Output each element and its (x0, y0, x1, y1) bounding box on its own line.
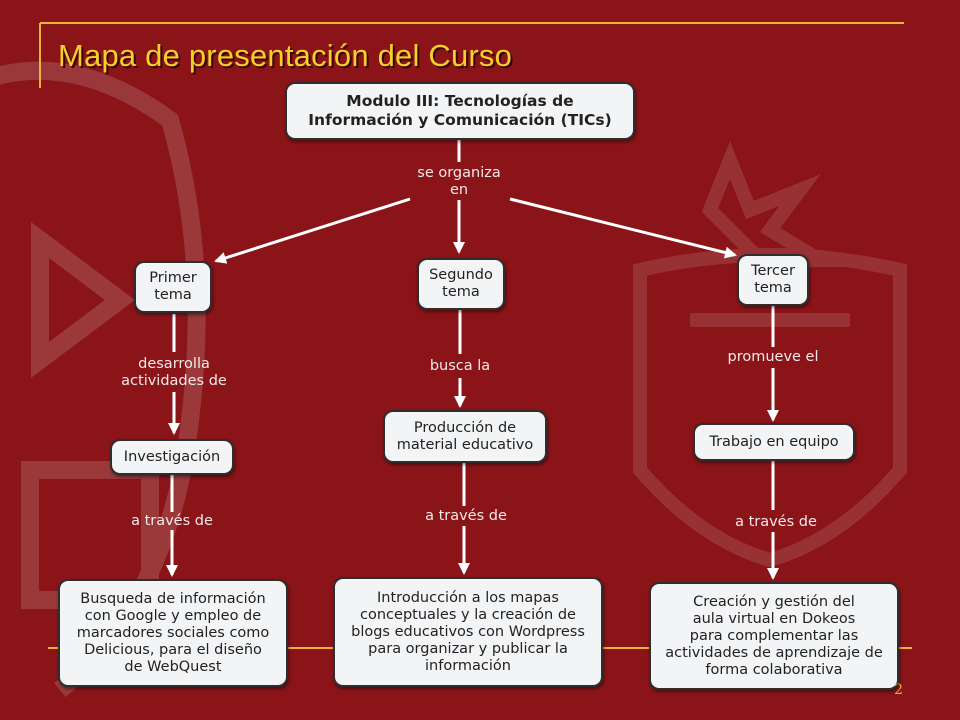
second-detail-link-label: a través de (425, 508, 507, 524)
first-theme-node: Primer tema (134, 261, 212, 313)
third-theme-link-label: promueve el (727, 349, 819, 365)
page-number: 2 (894, 682, 903, 698)
first-detail-node: Busqueda de información con Google y empleo de marcadores sociales como Delicious, para el diseño de WebQuest (58, 579, 288, 687)
first-theme-link-label: desarrolla actividades de (121, 356, 227, 389)
second-theme-node: Segundo tema (417, 258, 505, 310)
slide-title: Mapa de presentación del Curso (58, 38, 513, 73)
root-link-label: se organiza en (417, 165, 501, 198)
second-detail-node: Introducción a los mapas conceptuales y la creación de blogs educativos con Wordpress para organizar y publicar la información (333, 577, 603, 687)
first-detail-link-label: a través de (131, 513, 213, 529)
educational-material-node: Producción de material educativo (383, 410, 547, 463)
third-theme-node: Tercer tema (737, 254, 809, 306)
teamwork-node: Trabajo en equipo (693, 423, 855, 461)
root-concept-node: Modulo III: Tecnologías de Información y Comunicación (TICs) (285, 82, 635, 140)
research-node: Investigación (110, 439, 234, 475)
third-detail-link-label: a través de (735, 514, 817, 530)
third-detail-node: Creación y gestión del aula virtual en Dokeos para complementar las actividades de aprendizaje de forma colaborativa (649, 582, 899, 690)
second-theme-link-label: busca la (429, 358, 491, 374)
